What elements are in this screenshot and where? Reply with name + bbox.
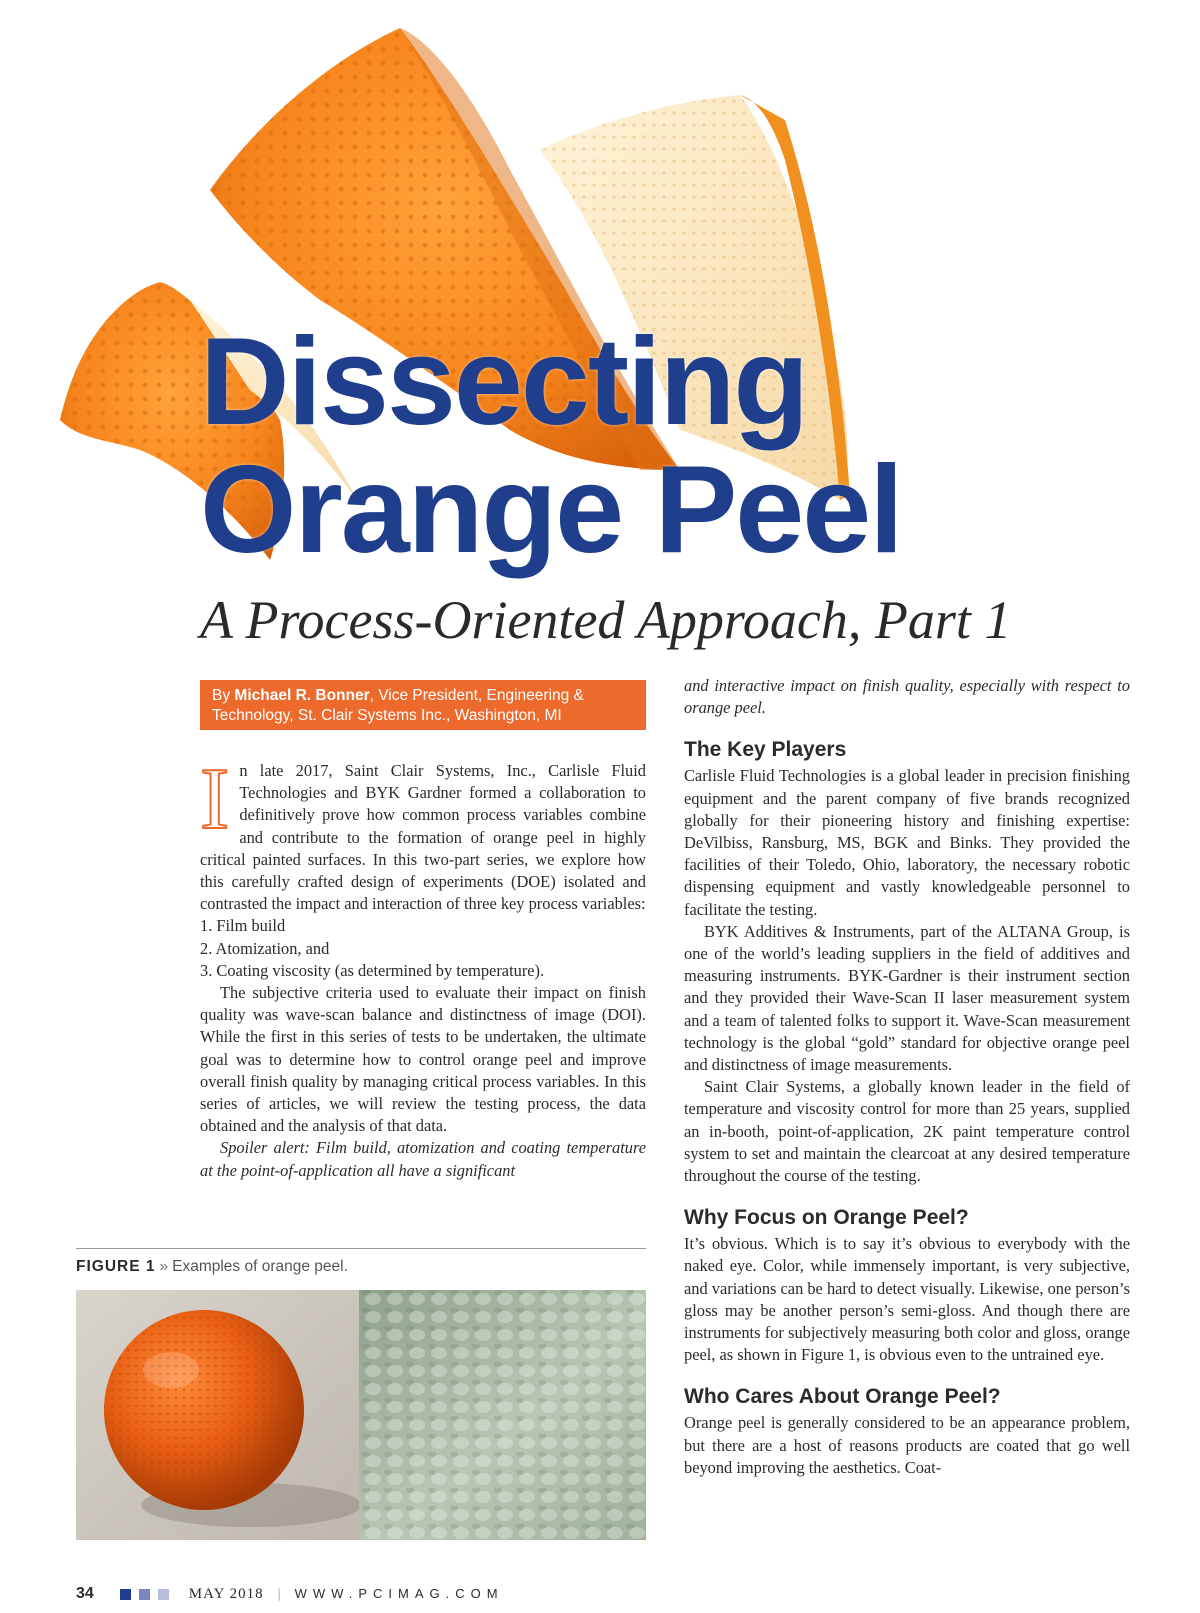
issue-date: MAY 2018 bbox=[188, 1586, 264, 1602]
footer-square-3 bbox=[158, 1589, 169, 1600]
title-line-2: Orange Peel bbox=[200, 441, 902, 579]
drop-cap: I bbox=[200, 751, 230, 848]
key-players-paragraph-1: Carlisle Fluid Technologies is a global leader in precision finishing equipment and the parent company of five brands recognized globally for their pioneering history and finishing expertise: DeVilbiss, Ransburg, MS, BGK and Binks. They provided the facilities of their Toledo, Ohio, laboratory, the necessary robotic dispensing equipment and vastly knowledgeable personnel to facilitate the testing. bbox=[684, 766, 1130, 919]
page-number: 34 bbox=[76, 1585, 94, 1602]
continued-paragraph: and interactive impact on finish quality, especially with respect to orange peel. bbox=[684, 676, 1130, 718]
article-title bbox=[200, 313, 1160, 579]
left-column bbox=[200, 751, 646, 1182]
heading-who-cares: Who Cares About Orange Peel? bbox=[684, 1385, 1001, 1409]
list-item: 1. Film build bbox=[200, 916, 286, 936]
figure-label: FIGURE 1 bbox=[76, 1258, 156, 1275]
footer-square-1 bbox=[120, 1589, 131, 1600]
byline-box bbox=[200, 680, 646, 730]
right-column bbox=[684, 675, 1130, 1479]
process-variables-list bbox=[200, 915, 646, 982]
figure-caption-text: Examples of orange peel. bbox=[172, 1258, 348, 1275]
page-footer bbox=[76, 1582, 776, 1606]
list-item: 3. Coating viscosity (as determined by temperature). bbox=[200, 960, 545, 980]
why-focus-paragraph: It’s obvious. Which is to say it’s obvious to everybody with the naked eye. Color, while immensely important, is very subjective, and variations can be hard to detect visually. Likewise, one person’s gloss may be another person’s semi-gloss. And though there are instruments for subjectively measuring both color and gloss, orange peel, as shown in Figure 1, is obvious even to the untrained eye. bbox=[684, 1234, 1130, 1365]
figure-caption bbox=[76, 1258, 646, 1276]
heading-key-players: The Key Players bbox=[684, 738, 847, 762]
byline-author: Michael R. Bonner bbox=[234, 687, 370, 704]
chevron-icon: » bbox=[159, 1258, 169, 1275]
footer-square-2 bbox=[139, 1589, 150, 1600]
figure-divider bbox=[76, 1248, 646, 1249]
article-subtitle: A Process-Oriented Approach, Part 1 bbox=[200, 590, 1012, 650]
title-line-1: Dissecting bbox=[200, 313, 808, 451]
figure-1-image bbox=[76, 1290, 646, 1540]
spoiler-paragraph: Spoiler alert: Film build, atomization and coating temperature at the point-of-application all have a significant bbox=[200, 1138, 646, 1180]
body-paragraph: The subjective criteria used to evaluate their impact on finish quality was wave-scan balance and distinctness of image (DOI). While the first in this series of tests to be undertaken, the ultimate goal was to determine how to control orange peel and improve overall finish quality by managing critical process variables. In this series of articles, we will review the testing process, the data obtained and the analysis of that data. bbox=[200, 983, 646, 1136]
byline-prefix: By bbox=[212, 687, 235, 704]
website-link[interactable]: WWW.PCIMAG.COM bbox=[294, 1586, 504, 1601]
key-players-paragraph-2: BYK Additives & Instruments, part of the ALTANA Group, is one of the world’s leading suppliers in the field of additives and measuring instruments. BYK-Gardner is their instrument section and they provided their Wave-Scan II laser measurement system and a team of talented folks to support it. Wave-Scan measurement technology is the global “gold” standard for objective orange peel and distinctness of image measurements. bbox=[684, 921, 1130, 1075]
who-cares-paragraph: Orange peel is generally considered to be an appearance problem, but there are a host of reasons products are coated that go well beyond improving the aesthetics. Coat- bbox=[684, 1413, 1130, 1477]
intro-paragraph: n late 2017, Saint Clair Systems, Inc., Carlisle Fluid Technologies and BYK Gardner formed a collaboration to definitively prove how common process variables combine and contribute to the formation of orange peel in highly critical painted surfaces. In this two-part series, we explore how this carefully crafted design of experiments (DOE) isolated and contrasted the impact and interaction of three key process variables: bbox=[200, 761, 646, 914]
footer-separator: | bbox=[277, 1586, 281, 1602]
list-item: 2. Atomization, and bbox=[200, 938, 330, 958]
key-players-paragraph-3: Saint Clair Systems, a globally known leader in the field of temperature and viscosity control for more than 25 years, supplied an in-booth, point-of-application, 2K paint temperature control system to set and maintain the clearcoat at any desired temperature throughout the course of the testing. bbox=[684, 1077, 1130, 1186]
byline-affiliation: , Vice President, Engineering & Technology, St. Clair Systems Inc., Washington, MI bbox=[212, 687, 584, 724]
heading-why-focus: Why Focus on Orange Peel? bbox=[684, 1206, 969, 1230]
